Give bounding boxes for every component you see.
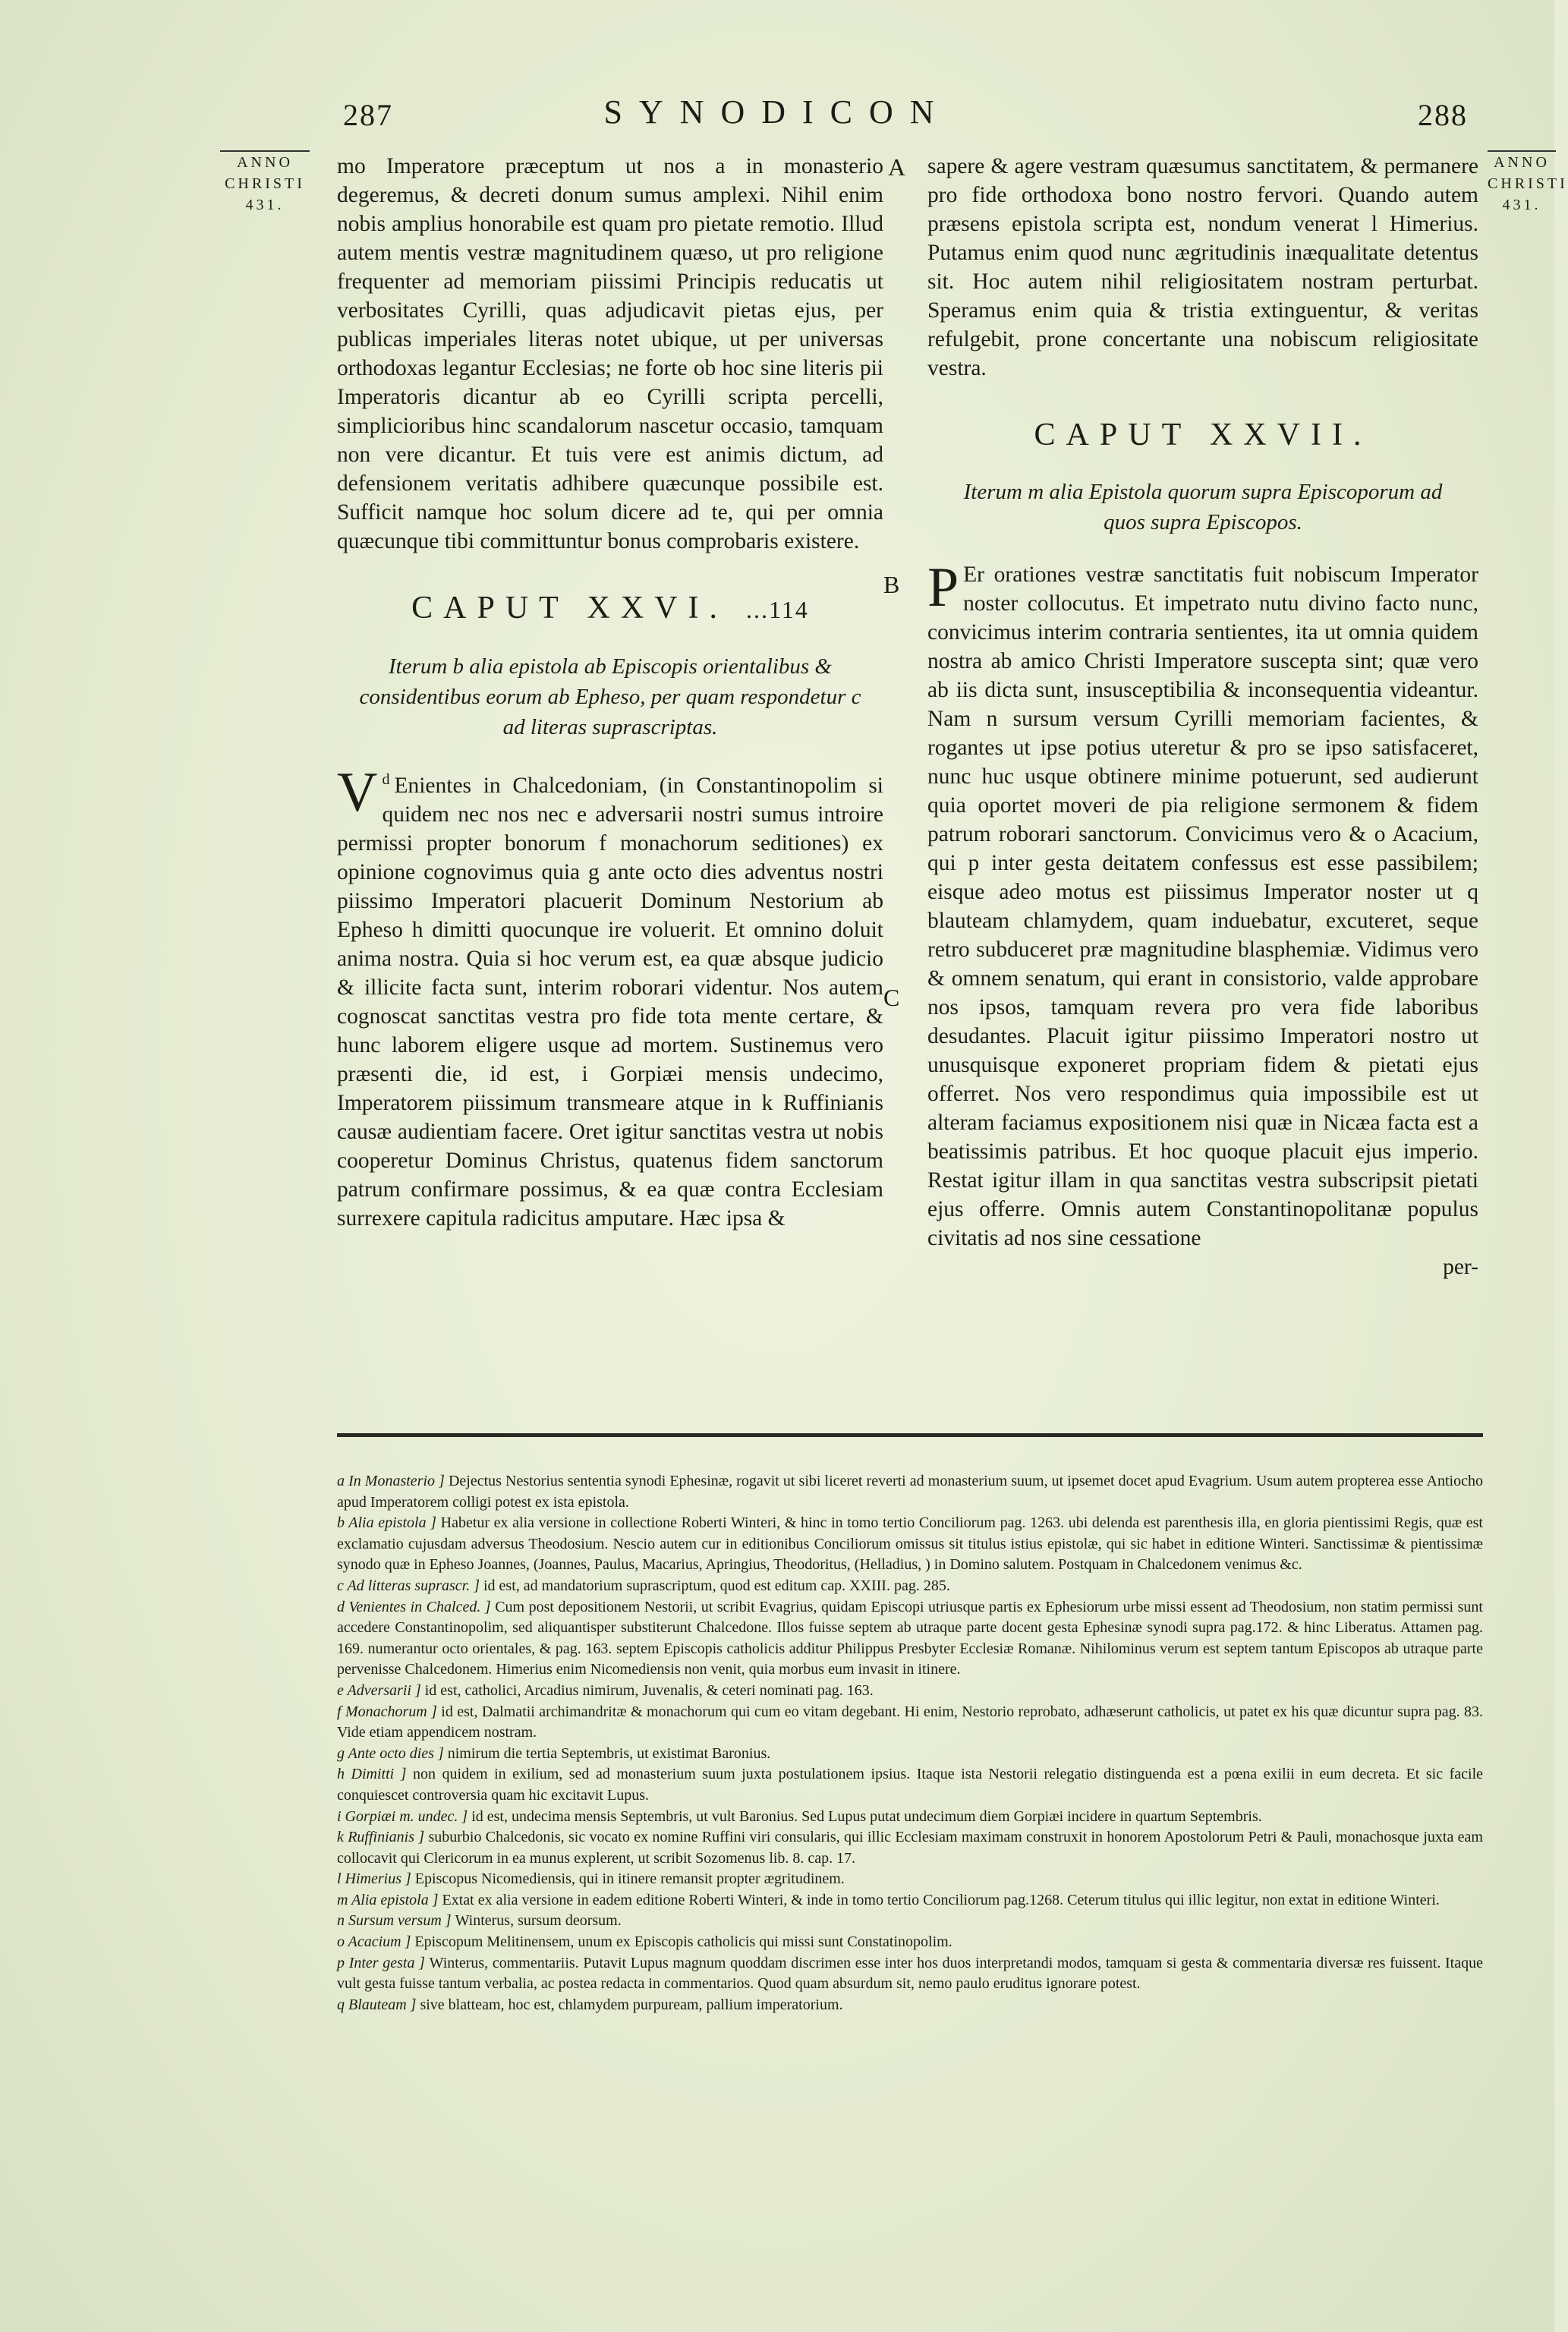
anno-christi-left: ANNO CHRISTI 431. [220, 150, 310, 216]
footnote [337, 1764, 1483, 1806]
footnote-label: q Blauteam ] [337, 1996, 420, 2013]
footnote [337, 1702, 1483, 1744]
footnote [337, 1513, 1483, 1576]
footnote-label: b Alia epistola ] [337, 1514, 441, 1532]
footnote-rule [337, 1433, 1483, 1437]
footnote-text: sive blatteam, hoc est, chlamydem purpuream, pallium imperatorium. [420, 1996, 843, 2013]
footnote-label: e Adversarii ] [337, 1681, 425, 1699]
footnote-label: m Alia epistola ] [337, 1891, 442, 1908]
footnote-label: l Himerius ] [337, 1870, 415, 1888]
footnote [337, 1827, 1483, 1869]
footnote [337, 1890, 1483, 1911]
footnote [337, 1597, 1483, 1681]
chapter-subtitle-26: Iterum b alia epistola ab Episcopis orientalibus & considentibus eorum ab Epheso, per quam respondetur c ad literas suprascriptas. [359, 654, 861, 739]
running-head: SYNODICON [603, 93, 951, 131]
chapter-subtitle-27: Iterum m alia Epistola quorum supra Episcoporum ad quos supra Episcopos. [963, 480, 1443, 534]
note-marker-d: d [382, 771, 390, 788]
footnote-label: k Ruffinianis ] [337, 1829, 429, 1846]
footnote-text: Extat ex alia versione in eadem editione Roberti Winteri, & inde in tomo tertio Conciliorum pag.1268. Ceterum titulus qui illic legitur, non extat in editione Winteri. [442, 1891, 1440, 1908]
footnote-label: h Dimitti ] [337, 1766, 414, 1783]
footnote [337, 1681, 1483, 1702]
footnote-text: id est, Dalmatii archimandritæ & monachorum qui cum eo vitam degebant. Hi enim, Nestorio reprobato, adhæserunt catholicis, ut patet ex his quæ dicuntur supra pag. 83. Vide etiam appendicem nostram. [337, 1703, 1483, 1741]
page-number-right: 288 [1418, 98, 1468, 132]
anno-christi-right: ANNO CHRISTI 431. [1488, 150, 1556, 216]
footnote [337, 1911, 1483, 1932]
footnote [337, 1995, 1483, 2016]
footnote-text: non quidem in exilium, sed ad monasterium suum juxta postulationem ipsius. Itaque ista Nestorii relegatio distinguenda est a pœna exilii in eum decreta. Et sic facile conquiescet controversia quam hic excitavit Lupus. [337, 1766, 1484, 1804]
right-paragraph-2-text: Er orationes vestræ sanctitatis fuit nobiscum Imperator noster collocutus. Et impetrato nutu divino facto nunc, convicimus interim contraria sentientes, ita ut omnia quidem nostra ab amico Christi Imperatore suscepta sint; quæ vero ab iis dicta sunt, insusceptibilia & inconsequentia videantur. Nam n sursum versum Cyrilli memoriam facientes, & rogantes ut ipse potius uteretur & pro se ipso satisfaceret, nunc huc usque obtinere minime potuerunt, sed audierunt quia oportet moveri de pia religione sermonem & fidem patrum roborari sanctorum. Convicimus vero & o Acacium, qui p inter gesta deitatem confessus est esse passibilem; eisque adeo motus est piissimus Imperator noster ut q blauteam chlamydem, quam induebatur, excuteret, seque retro subduceret præ magnitudine blasphemiæ. Vidimus vero & omnem senatum, qui erant in consistorio, valde approbare nos ipsos, tamquam revera pro vera fide laboribus desudantes. Placuit igitur piissimo Imperatori nostro ut unusquisque exponeret propriam fidem & pietati ejus offerret. Nos vero respondimus quia impossibile est ut alteram faciamus expositionem nisi quæ in Nicæa facta est a beatissimis patribus. Et hoc quoque placuit ejus imperio. Restat igitur illam in qua sanctitas vestra subscripsit pietati ejus offerre. Omnis autem Constantinopolitanæ populus civitatis ad nos sine cessatione [927, 563, 1478, 1250]
footnote-label: g Ante octo dies ] [337, 1744, 448, 1762]
footnote-label: p Inter gesta ] [337, 1954, 430, 1971]
footnote-text: Cum post depositionem Nestorii, ut scribit Evagrius, quidam Episcopi utriusque partis ex Ephesiorum urbe missi essent ad Theodosium, non statim permissi sunt accedere Constantinopolim, sed aliquantisper substiterunt Chalcedone. Illos fuisse septem ab utraque parte docent gesta Ephesinæ synodi supra pag.172. & hinc Liberatus. Attamen pag. 169. numerantur octo orientales, & pag. 163. septem Episcopis catholicis additur Philippus Presbyter Ecclesiæ Romanæ. Nihilominus verum est septem tantum Episcopos ab utraque parte pervenisse Chalcedonem. Himerius enim Nicomediensis non venit, quia morbus eum invasit in itinere. [337, 1598, 1483, 1678]
footnote-label: o Acacium ] [337, 1933, 415, 1951]
margin-letter-c: C [883, 984, 900, 1011]
catchword: per- [1443, 1255, 1478, 1279]
footnote [337, 1471, 1483, 1513]
footnote-text: Winterus, commentariis. Putavit Lupus magnum quoddam discrimen esse inter hos duos interpretandi modos, tamquam si gesta & commentaria diversæ res fuissent. Itaque vult gesta fuisse tantum verbalia, ac postea redacta in commentarios. Quod quam absurdum sit, nemo paulo eruditus ignorare potest. [337, 1954, 1483, 1993]
left-paragraph-2-text: Enientes in Chalcedoniam, (in Constantinopolim si quidem nec nos nec e adversarii nostri sumus introire permissi propter bonorum f monachorum seditiones) ex opinione cognovimus quia g ante octo dies adventus nostri piissimo Imperatori placuerit Dominum Nestorium ab Epheso h dimitti quocunque ire voluerit. Et omnino doluit anima nostra. Quia si hoc verum est, ea quæ absque judicio & illicite facta sunt, interim roborari videntur. Nos autem cognoscat sanctitas vestra pro fide tota mente certare, & hunc laborem eligere usque ad mortem. Sustinemus vero præsenti die, id est, i Gorpiæi mensis undecimo, Imperatorem piissimum transmeare atque in k Ruffinianis causæ audientiam facere. Oret igitur sanctitas vestra ut nobis cooperetur Dominus Christus, quatenus fidem sanctorum patrum confirmare possimus, & ea quæ contra Ecclesiam surrexere capitula radicitus amputare. Hæc ipsa & [337, 773, 883, 1231]
footnote-text: Dejectus Nestorius sententia synodi Ephesinæ, rogavit ut sibi liceret reverti ad monasterium suum, ut ipsemet docet apud Evagrium. Usum autem propterea esse Antiocho apud Imperatorem colligi potest ex ista epistola. [337, 1473, 1483, 1511]
footnote-text: Habetur ex alia versione in collectione Roberti Winteri, & hinc in tomo tertio Conciliorum pag. 1263. ubi delenda est parenthesis illa, en gloria pientissimi Regis, quæ est exclamatio cujusdam adversus Theodosium. Nescio autem cur in editionibus Conciliorum omissus sit titulus istius epistolæ, qui sic habet in editione Winteri. Sanctissimæ & pientissimæ synodo quæ in Epheso Joannes, (Joannes, Paulus, Macarius, Apringius, Theodoritus, (Helladius, ) in Domino salutem. Postquam in Chalcedonem venimus &c. [337, 1514, 1483, 1574]
right-paragraph-1: sapere & agere vestram quæsumus sanctitatem, & permanere pro fide orthodoxa bono nostro fervori. Quando autem præsens epistola scripta est, nondum venerat l Himerius. Putamus enim quod nunc ægritudinis inæqualitate detentus sit. Hoc autem nihil religiositatem nostram perturbat. Speramus enim quia & tristia extinguentur, & veritas refulgebit, prone concertante una nobiscum religiositate vestra. [927, 154, 1478, 380]
footnote-text: nimirum die tertia Septembris, ut existimat Baronius. [447, 1744, 771, 1762]
footnote-label: c Ad litteras suprascr. ] [337, 1577, 483, 1594]
footnote-label: i Gorpiæi m. undec. ] [337, 1807, 472, 1825]
footnote-text: Episcopum Melitinensem, unum ex Episcopis catholicis qui missi sunt Constatinopolim. [414, 1933, 952, 1951]
footnote-text: id est, ad mandatorium suprascriptum, quod est editum cap. XXIII. pag. 285. [483, 1577, 950, 1594]
chapter-heading-26 [337, 591, 883, 626]
footnote [337, 1869, 1483, 1890]
chapter-title-27: CAPUT XXVII. [1034, 418, 1372, 452]
footnote [337, 1576, 1483, 1597]
dropcap-v: V [337, 761, 378, 824]
margin-letter-a: A [888, 153, 906, 181]
left-column [337, 152, 883, 1233]
footnote [337, 1932, 1483, 1953]
left-paragraph-2 [337, 761, 883, 1233]
footnote-label: f Monachorum ] [337, 1703, 442, 1720]
left-paragraph-1: mo Imperatore præceptum ut nos a in monasterio degeremus, & decreti donum sumus amplexi. Nihil enim nobis amplius honorabile est quam pro pietate remotio. Illud autem mentis vestræ magnitudinem quæso, ut pro religione frequenter ad memoriam piissimi Principis reducatis ut verbositates Cyrilli, quas adjudicavit pietas ejus, per publicas imperiales literas notet ubique, ut per universas orthodoxas legantur Ecclesias; ne forte ob hoc sine literis pii Imperatoris dicantur ab eo Cyrilli scripta percelli, simplicioribus hinc scandalorum nascetur occasio, tamquam non vere dicantur. Et tuis vere est animis dictum, ad defensionem veritatis adhibere quæcunque possibile est. Sufficit namque hoc solum dicere ad te, qui per omnia quæcunque tibi committuntur bonus comprobaris existere. [337, 154, 883, 553]
footnote-label: n Sursum versum ] [337, 1912, 455, 1930]
footnote-text: Episcopus Nicomediensis, qui in itinere remansit propter ægritudinem. [414, 1870, 845, 1888]
chapter-title-26: CAPUT XXVI. [411, 591, 729, 626]
footnotes [337, 1471, 1483, 2015]
page-number-left: 287 [343, 98, 393, 132]
chapter-ref-26: ...114 [746, 596, 809, 623]
footnote [337, 1744, 1483, 1765]
footnote [337, 1953, 1483, 1995]
chapter-heading-27 [927, 418, 1478, 452]
right-column [927, 152, 1478, 1281]
footnote [337, 1807, 1483, 1828]
footnote-label: a In Monasterio ] [337, 1473, 449, 1489]
right-paragraph-2 [927, 556, 1478, 1253]
footnote-text: suburbio Chalcedonis, sic vocato ex nomine Ruffini viri consularis, qui illic Ecclesiam maximam construxit in honorem Apostolorum Petri & Pauli, monachosque juxta eam collocavit qui Clericorum in ea munus explerent, ut scribit Sozomenus lib. 8. cap. 17. [337, 1829, 1483, 1867]
footnote-text: id est, catholici, Arcadius nimirum, Juvenalis, & ceteri nominati pag. 163. [424, 1681, 874, 1699]
footnote-label: d Venientes in Chalced. ] [337, 1598, 496, 1615]
footnote-text: id est, undecima mensis Septembris, ut vult Baronius. Sed Lupus putat undecimum diem Gorpiæi incidere in quartum Septembris. [471, 1807, 1262, 1825]
footnote-text: Winterus, sursum deorsum. [455, 1912, 622, 1930]
dropcap-p: P [927, 556, 959, 619]
margin-letter-b: B [883, 571, 900, 598]
